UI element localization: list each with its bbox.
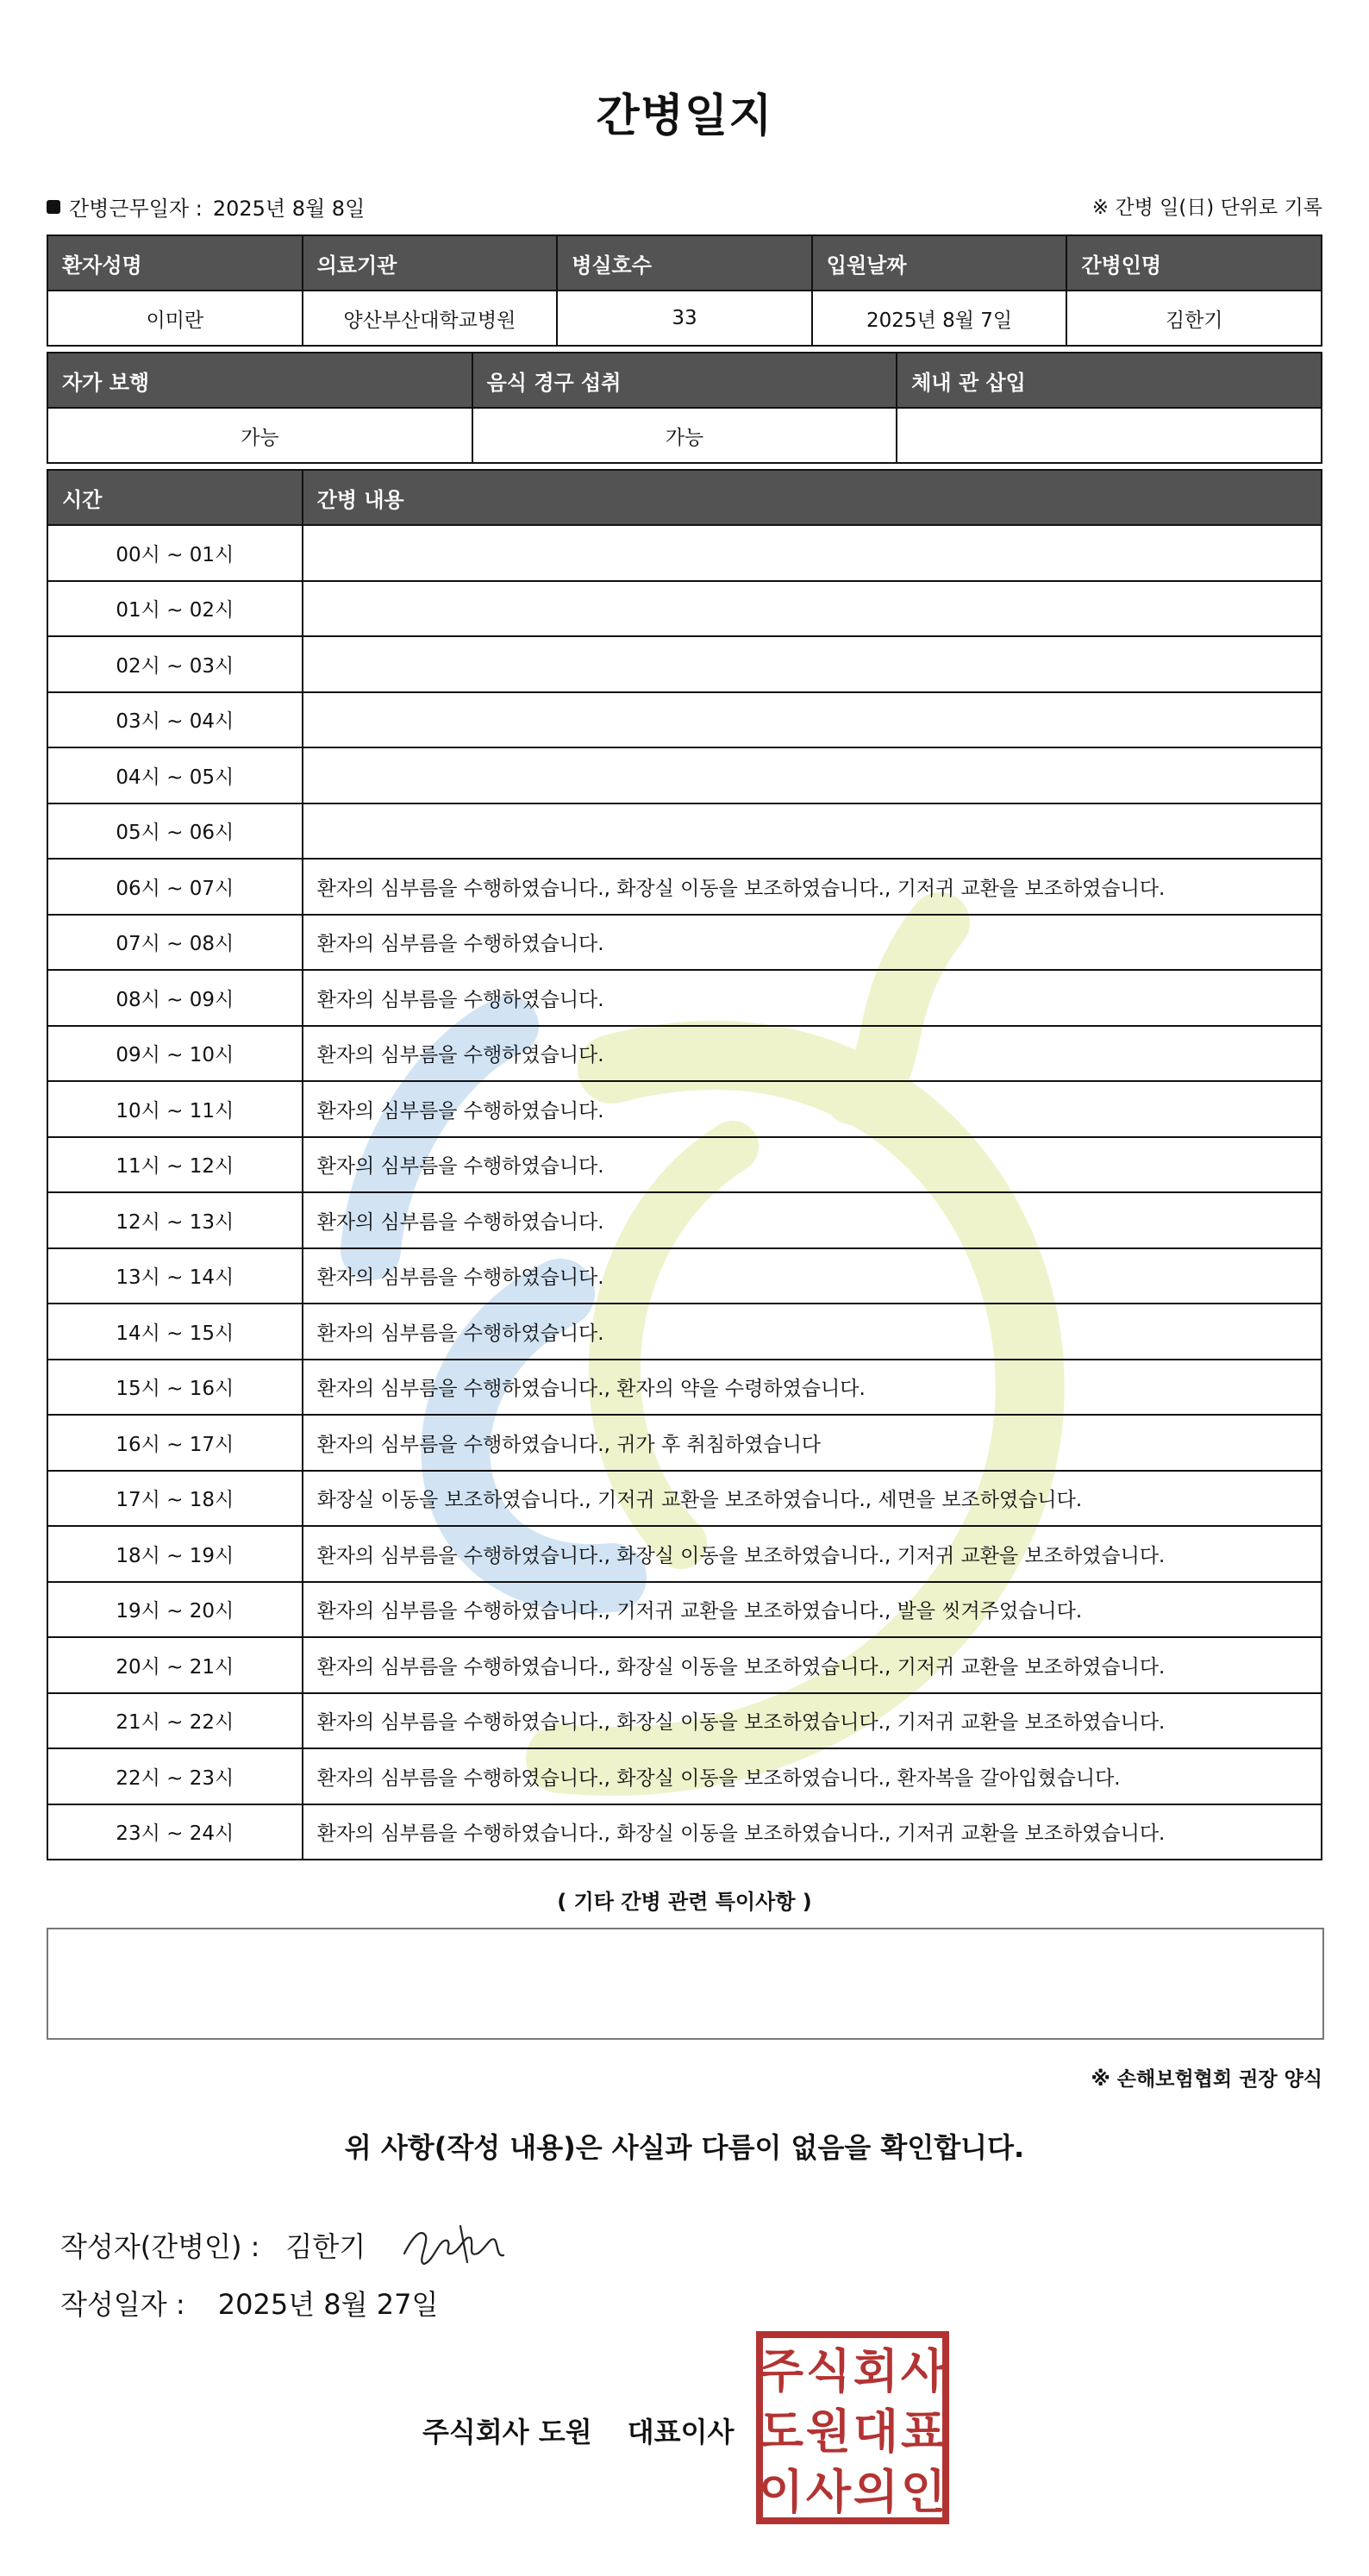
time-slot: 09시 ~ 10시 (47, 1026, 303, 1082)
table-row (47, 1526, 1322, 1582)
seal-character: 인 (900, 2465, 947, 2519)
table-row (47, 803, 1322, 860)
care-content (303, 525, 1322, 581)
care-content: 환자의 심부름을 수행하였습니다. (303, 1026, 1322, 1082)
caregiver-name: 김한기 (1066, 291, 1322, 346)
time-slot: 23시 ~ 24시 (47, 1804, 303, 1860)
seal-character: 주 (758, 2344, 804, 2398)
status-value-row (47, 408, 1322, 463)
care-content: 환자의 심부름을 수행하였습니다. (303, 1304, 1322, 1360)
writer-name: 김한기 (285, 2230, 366, 2263)
work-date-value: 2025년 8월 8일 (212, 197, 366, 221)
care-content: 환자의 심부름을 수행하였습니다. (303, 915, 1322, 971)
care-content (303, 747, 1322, 803)
time-slot: 04시 ~ 05시 (47, 747, 303, 803)
seal-character: 식 (805, 2344, 852, 2398)
table-row (47, 1248, 1322, 1304)
time-slot: 00시 ~ 01시 (47, 525, 303, 581)
table-row (47, 1693, 1322, 1749)
care-content (303, 692, 1322, 748)
table-row (47, 970, 1322, 1026)
handwritten-signature (400, 2219, 512, 2271)
company-role: 대표이사 (627, 2416, 735, 2448)
company-signature-row (422, 2410, 734, 2450)
care-content (303, 803, 1322, 860)
time-slot: 08시 ~ 09시 (47, 970, 303, 1026)
care-content: 환자의 심부름을 수행하였습니다. (303, 1248, 1322, 1304)
table-row (47, 1471, 1322, 1527)
company-name: 주식회사 도원 (422, 2416, 592, 2448)
notes-title: ( 기타 간병 관련 특이사항 ) (557, 1890, 812, 1914)
table-row (47, 1804, 1322, 1860)
table-row (47, 525, 1322, 581)
company-seal-stamp (755, 2330, 950, 2525)
time-slot: 05시 ~ 06시 (47, 803, 303, 860)
room-number: 33 (557, 291, 812, 346)
patient-info-header-row (47, 235, 1322, 291)
table-row (47, 581, 1322, 637)
care-content: 환자의 심부름을 수행하였습니다. (303, 1081, 1322, 1137)
seal-character: 회 (853, 2344, 899, 2398)
header-self-walking: 자가 보행 (47, 353, 472, 408)
header-caregiver-name: 간병인명 (1066, 235, 1322, 291)
seal-character: 사 (900, 2344, 947, 2398)
time-slot: 18시 ~ 19시 (47, 1526, 303, 1582)
care-content: 환자의 심부름을 수행하였습니다., 귀가 후 취침하였습니다 (303, 1415, 1322, 1471)
page-title: 간병일지 (596, 91, 773, 142)
care-content: 환자의 심부름을 수행하였습니다., 환자의 약을 수령하였습니다. (303, 1360, 1322, 1416)
seal-character: 이 (758, 2465, 804, 2519)
notes-box (47, 1928, 1324, 2040)
work-date-row (47, 191, 1322, 222)
table-row (47, 1415, 1322, 1471)
time-slot: 20시 ~ 21시 (47, 1637, 303, 1693)
time-slot: 06시 ~ 07시 (47, 859, 303, 915)
table-row (47, 1026, 1322, 1082)
care-content: 환자의 심부름을 수행하였습니다., 화장실 이동을 보조하였습니다., 기저귀 교환을 보조하였습니다. (303, 1693, 1322, 1749)
writer-label: 작성자(간병인) : (60, 2230, 260, 2263)
time-slot: 14시 ~ 15시 (47, 1304, 303, 1360)
form-footnote: ※ 손해보험협회 권장 양식 (1091, 2068, 1322, 2091)
patient-status-table (47, 352, 1322, 464)
table-row (47, 1748, 1322, 1804)
care-content: 환자의 심부름을 수행하였습니다., 화장실 이동을 보조하였습니다., 기저귀 교환을 보조하였습니다. (303, 1804, 1322, 1860)
time-slot: 02시 ~ 03시 (47, 636, 303, 692)
admission-date: 2025년 8월 7일 (812, 291, 1067, 346)
seal-character: 대 (853, 2404, 899, 2459)
seal-character: 사 (805, 2465, 852, 2519)
work-date-label: 간병근무일자 : (69, 197, 203, 221)
table-row (47, 692, 1322, 748)
time-slot: 16시 ~ 17시 (47, 1415, 303, 1471)
table-row (47, 636, 1322, 692)
header-time: 시간 (47, 470, 303, 525)
time-slot: 01시 ~ 02시 (47, 581, 303, 637)
care-content: 환자의 심부름을 수행하였습니다., 기저귀 교환을 보조하였습니다., 발을 씻겨주었습니다. (303, 1582, 1322, 1638)
seal-character: 표 (900, 2404, 947, 2459)
care-content: 환자의 심부름을 수행하였습니다. (303, 970, 1322, 1026)
bullet-square-icon (47, 200, 60, 214)
time-slot: 21시 ~ 22시 (47, 1693, 303, 1749)
care-content: 환자의 심부름을 수행하였습니다. (303, 1192, 1322, 1248)
time-slot: 03시 ~ 04시 (47, 692, 303, 748)
care-content (303, 636, 1322, 692)
time-slot: 19시 ~ 20시 (47, 1582, 303, 1638)
header-tube-insertion: 체내 관 삽입 (897, 353, 1322, 408)
hospital-name: 양산부산대학교병원 (303, 291, 558, 346)
time-slot: 07시 ~ 08시 (47, 915, 303, 971)
table-row (47, 1582, 1322, 1638)
care-log-body (47, 525, 1322, 1860)
table-row (47, 1081, 1322, 1137)
patient-info-table (47, 234, 1322, 347)
written-date-value: 2025년 8월 27일 (217, 2288, 439, 2321)
care-log-header-row (47, 470, 1322, 525)
table-row (47, 1192, 1322, 1248)
header-room-number: 병실호수 (557, 235, 812, 291)
oral-intake-value: 가능 (472, 408, 897, 463)
status-header-row (47, 353, 1322, 408)
time-slot: 11시 ~ 12시 (47, 1137, 303, 1193)
time-slot: 22시 ~ 23시 (47, 1748, 303, 1804)
time-slot: 12시 ~ 13시 (47, 1192, 303, 1248)
table-row (47, 1637, 1322, 1693)
care-content: 환자의 심부름을 수행하였습니다., 화장실 이동을 보조하였습니다., 기저귀 교환을 보조하였습니다. (303, 1526, 1322, 1582)
care-log-table (47, 469, 1322, 1860)
table-row (47, 1360, 1322, 1416)
table-row (47, 915, 1322, 971)
time-slot: 15시 ~ 16시 (47, 1360, 303, 1416)
tube-insertion-value (897, 408, 1322, 463)
time-slot: 13시 ~ 14시 (47, 1248, 303, 1304)
writer-row (60, 2219, 512, 2271)
table-row (47, 1304, 1322, 1360)
time-slot: 17시 ~ 18시 (47, 1471, 303, 1527)
header-admission-date: 입원날짜 (812, 235, 1067, 291)
seal-character: 의 (853, 2465, 899, 2519)
header-hospital: 의료기관 (303, 235, 558, 291)
care-content: 환자의 심부름을 수행하였습니다. (303, 1137, 1322, 1193)
header-care-content: 간병 내용 (303, 470, 1322, 525)
confirmation-statement: 위 사항(작성 내용)은 사실과 다름이 없음을 확인합니다. (344, 2131, 1025, 2164)
patient-info-value-row (47, 291, 1322, 346)
header-patient-name: 환자성명 (47, 235, 303, 291)
care-content (303, 581, 1322, 637)
time-slot: 10시 ~ 11시 (47, 1081, 303, 1137)
care-content: 환자의 심부름을 수행하였습니다., 화장실 이동을 보조하였습니다., 환자복을 갈아입혔습니다. (303, 1748, 1322, 1804)
written-date-row (60, 2283, 438, 2323)
unit-note: ※ 간병 일(日) 단위로 기록 (1091, 197, 1322, 219)
patient-name: 이미란 (47, 291, 303, 346)
table-row (47, 1137, 1322, 1193)
care-content: 환자의 심부름을 수행하였습니다., 화장실 이동을 보조하였습니다., 기저귀 교환을 보조하였습니다. (303, 1637, 1322, 1693)
seal-character: 원 (805, 2404, 852, 2459)
seal-character: 도 (758, 2404, 804, 2459)
care-content: 화장실 이동을 보조하였습니다., 기저귀 교환을 보조하였습니다., 세면을 보조하였습니다. (303, 1471, 1322, 1527)
table-row (47, 859, 1322, 915)
header-oral-intake: 음식 경구 섭취 (472, 353, 897, 408)
table-row (47, 747, 1322, 803)
written-date-label: 작성일자 : (60, 2288, 185, 2321)
care-content: 환자의 심부름을 수행하였습니다., 화장실 이동을 보조하였습니다., 기저귀 교환을 보조하였습니다. (303, 859, 1322, 915)
self-walking-value: 가능 (47, 408, 472, 463)
